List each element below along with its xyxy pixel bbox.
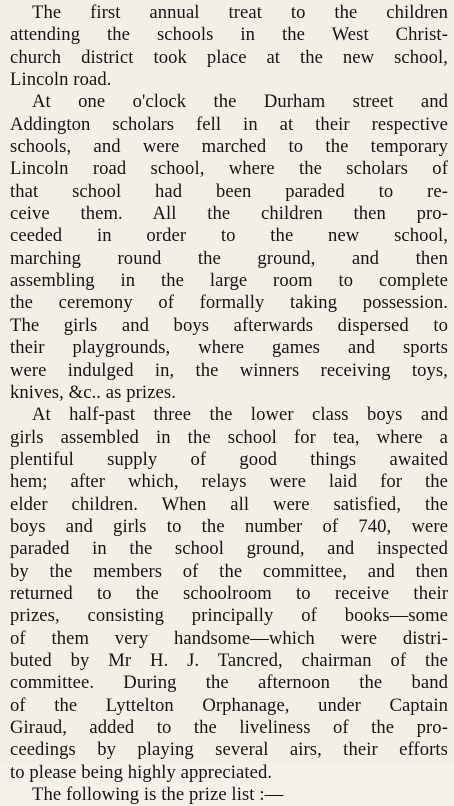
text-line: prizes, consisting principally of books—some: [10, 605, 448, 627]
text-line: returned to the schoolroom to receive their: [10, 582, 448, 604]
paragraph: [10, 2, 448, 91]
text-line: The girls and boys afterwards dispersed to: [10, 314, 448, 336]
text-line: paraded in the school ground, and inspected: [10, 538, 448, 560]
text-line: The first annual treat to the children: [32, 2, 448, 23]
paragraph: [10, 91, 448, 404]
paragraph: [10, 404, 448, 784]
text-line: that school had been paraded to re-: [10, 180, 448, 202]
text-line: church district took place at the new school,: [10, 46, 448, 68]
text-line: The following is the prize list :—: [32, 784, 284, 806]
text-line: ceedings by playing several airs, their efforts: [10, 739, 448, 761]
text-line: hem; after which, relays were laid for the: [10, 471, 448, 493]
text-line: the ceremony of formally taking possession.: [10, 292, 448, 314]
text-line: assembling in the large room to complete: [10, 270, 448, 292]
text-line: to please being highly appreciated.: [10, 761, 273, 783]
text-line: At half-past three the lower class boys and: [32, 404, 448, 426]
text-line: schools, and were marched to the temporary: [10, 136, 448, 158]
text-line: of the Lyttelton Orphanage, under Captain: [10, 694, 448, 716]
text-line: Addington scholars fell in at their respective: [10, 113, 448, 135]
text-line: attending the schools in the West Christ-: [10, 24, 448, 46]
text-line: Lincoln road.: [10, 69, 112, 91]
text-line: Giraud, added to the liveliness of the pro-: [10, 717, 448, 738]
text-line: elder children. When all were satisfied, the: [10, 493, 448, 515]
text-line: ceive them. All the children then pro-: [10, 203, 448, 225]
text-line: their playgrounds, where games and sports: [10, 337, 448, 359]
text-line: knives, &c.. as prizes.: [10, 381, 176, 403]
text-line: boys and girls to the number of 740, were: [10, 515, 448, 537]
text-line: committee. During the afternoon the band: [10, 672, 448, 694]
text-line: buted by Mr H. J. Tancred, chairman of the: [10, 649, 448, 671]
text-line: by the members of the committee, and then: [10, 560, 448, 582]
text-line: At one o'clock the Durham street and: [32, 91, 448, 113]
text-line: marching round the ground, and then: [10, 247, 448, 269]
paragraph: [10, 784, 448, 806]
text-line: were indulged in, the winners receiving toys,: [10, 359, 448, 381]
text-line: of them very handsome—which were distri-: [10, 627, 448, 649]
text-line: girls assembled in the school for tea, where a: [10, 426, 448, 448]
text-line: Lincoln road school, where the scholars of: [10, 158, 448, 180]
text-line: plentiful supply of good things awaited: [10, 448, 448, 470]
text-line: ceeded in order to the new school,: [10, 225, 448, 247]
